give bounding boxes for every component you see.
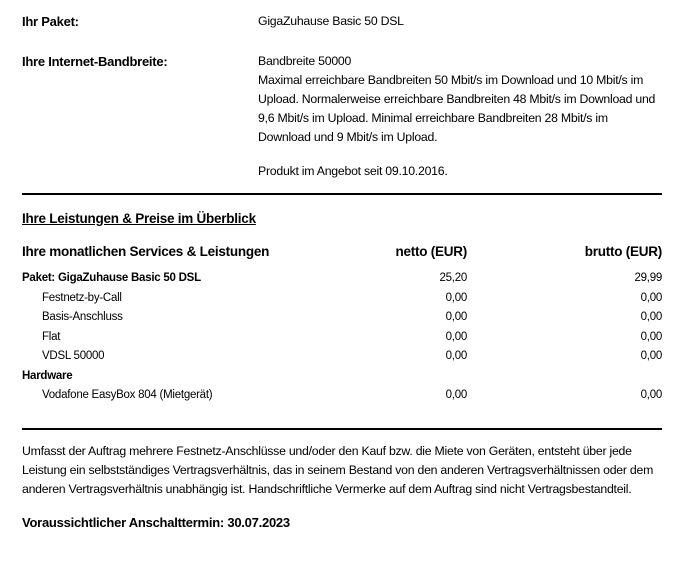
row-netto: 0,00 bbox=[445, 291, 467, 304]
row-label: Basis-Anschluss bbox=[42, 311, 123, 323]
row-label: VDSL 50000 bbox=[42, 350, 105, 362]
table-row bbox=[22, 308, 662, 328]
row-label: Festnetz-by-Call bbox=[42, 291, 122, 304]
legal-paragraph: Umfasst der Auftrag mehrere Festnetz-Anschlüsse und/oder den Kauf bzw. die Miete von Geräten, entsteht über jede Leistung ein selbstständiges Vertragsverhältnis, das in seinem Bestand von den anderen Vertragsverhältnissen oder dem anderen Vertragsverhältnis unabhängig ist. Handschriftliche Vermerke auf dem Auftrag sind nicht Vertragsbestandteil. bbox=[22, 443, 654, 496]
bandwidth-details: Maximal erreichbare Bandbreiten 50 Mbit/s im Download und 10 Mbit/s im Upload. Normalerweise erreichbare Bandbreiten 48 Mbit/s im Download und 9,6 Mbit/s im Upload. Minimal erreichbare Bandbreiten 28 Mbit/s im Download und 9 Mbit/s im Upload. bbox=[258, 73, 656, 144]
row-brutto: 0,00 bbox=[640, 389, 662, 401]
package-row bbox=[22, 12, 662, 31]
bandwidth-value-block bbox=[258, 52, 662, 181]
price-table bbox=[22, 269, 662, 406]
package-label: Ihr Paket: bbox=[22, 14, 79, 29]
product-note: Produkt im Angebot seit 09.10.2016. bbox=[258, 164, 448, 178]
column-header-services: Ihre monatlichen Services & Leistungen bbox=[22, 244, 270, 259]
row-brutto: 0,00 bbox=[640, 311, 662, 323]
row-netto: 25,20 bbox=[439, 272, 467, 284]
table-row bbox=[22, 328, 662, 348]
bandwidth-label: Ihre Internet-Bandbreite: bbox=[22, 54, 168, 69]
column-header-netto: netto (EUR) bbox=[395, 244, 467, 259]
row-label: Hardware bbox=[22, 369, 73, 382]
table-row bbox=[22, 386, 662, 406]
bandwidth-value: Bandbreite 50000 bbox=[258, 54, 352, 68]
row-netto bbox=[357, 367, 467, 387]
section-divider-top bbox=[22, 193, 662, 195]
row-brutto: 0,00 bbox=[640, 330, 662, 343]
row-netto: 0,00 bbox=[445, 330, 467, 343]
package-value: GigaZuhause Basic 50 DSL bbox=[258, 14, 404, 28]
row-brutto: 0,00 bbox=[640, 291, 662, 304]
section-divider-bottom bbox=[22, 428, 662, 430]
bandwidth-row bbox=[22, 52, 662, 181]
column-header-brutto: brutto (EUR) bbox=[584, 244, 662, 259]
table-row bbox=[22, 269, 662, 289]
row-netto: 0,00 bbox=[445, 311, 467, 323]
row-brutto bbox=[467, 367, 662, 387]
activation-date: Voraussichtlicher Anschalttermin: 30.07.2023 bbox=[22, 514, 290, 530]
table-row bbox=[22, 347, 662, 367]
row-label: Paket: GigaZuhause Basic 50 DSL bbox=[22, 272, 201, 284]
table-row bbox=[22, 289, 662, 309]
row-label: Vodafone EasyBox 804 (Mietgerät) bbox=[42, 389, 213, 401]
row-netto: 0,00 bbox=[445, 350, 467, 362]
row-brutto: 0,00 bbox=[640, 350, 662, 362]
row-netto: 0,00 bbox=[445, 389, 467, 401]
price-table-header bbox=[22, 242, 662, 261]
overview-heading: Ihre Leistungen & Preise im Überblick bbox=[22, 211, 256, 226]
table-row bbox=[22, 367, 662, 387]
row-label: Flat bbox=[42, 330, 61, 343]
row-brutto: 29,99 bbox=[634, 272, 662, 284]
